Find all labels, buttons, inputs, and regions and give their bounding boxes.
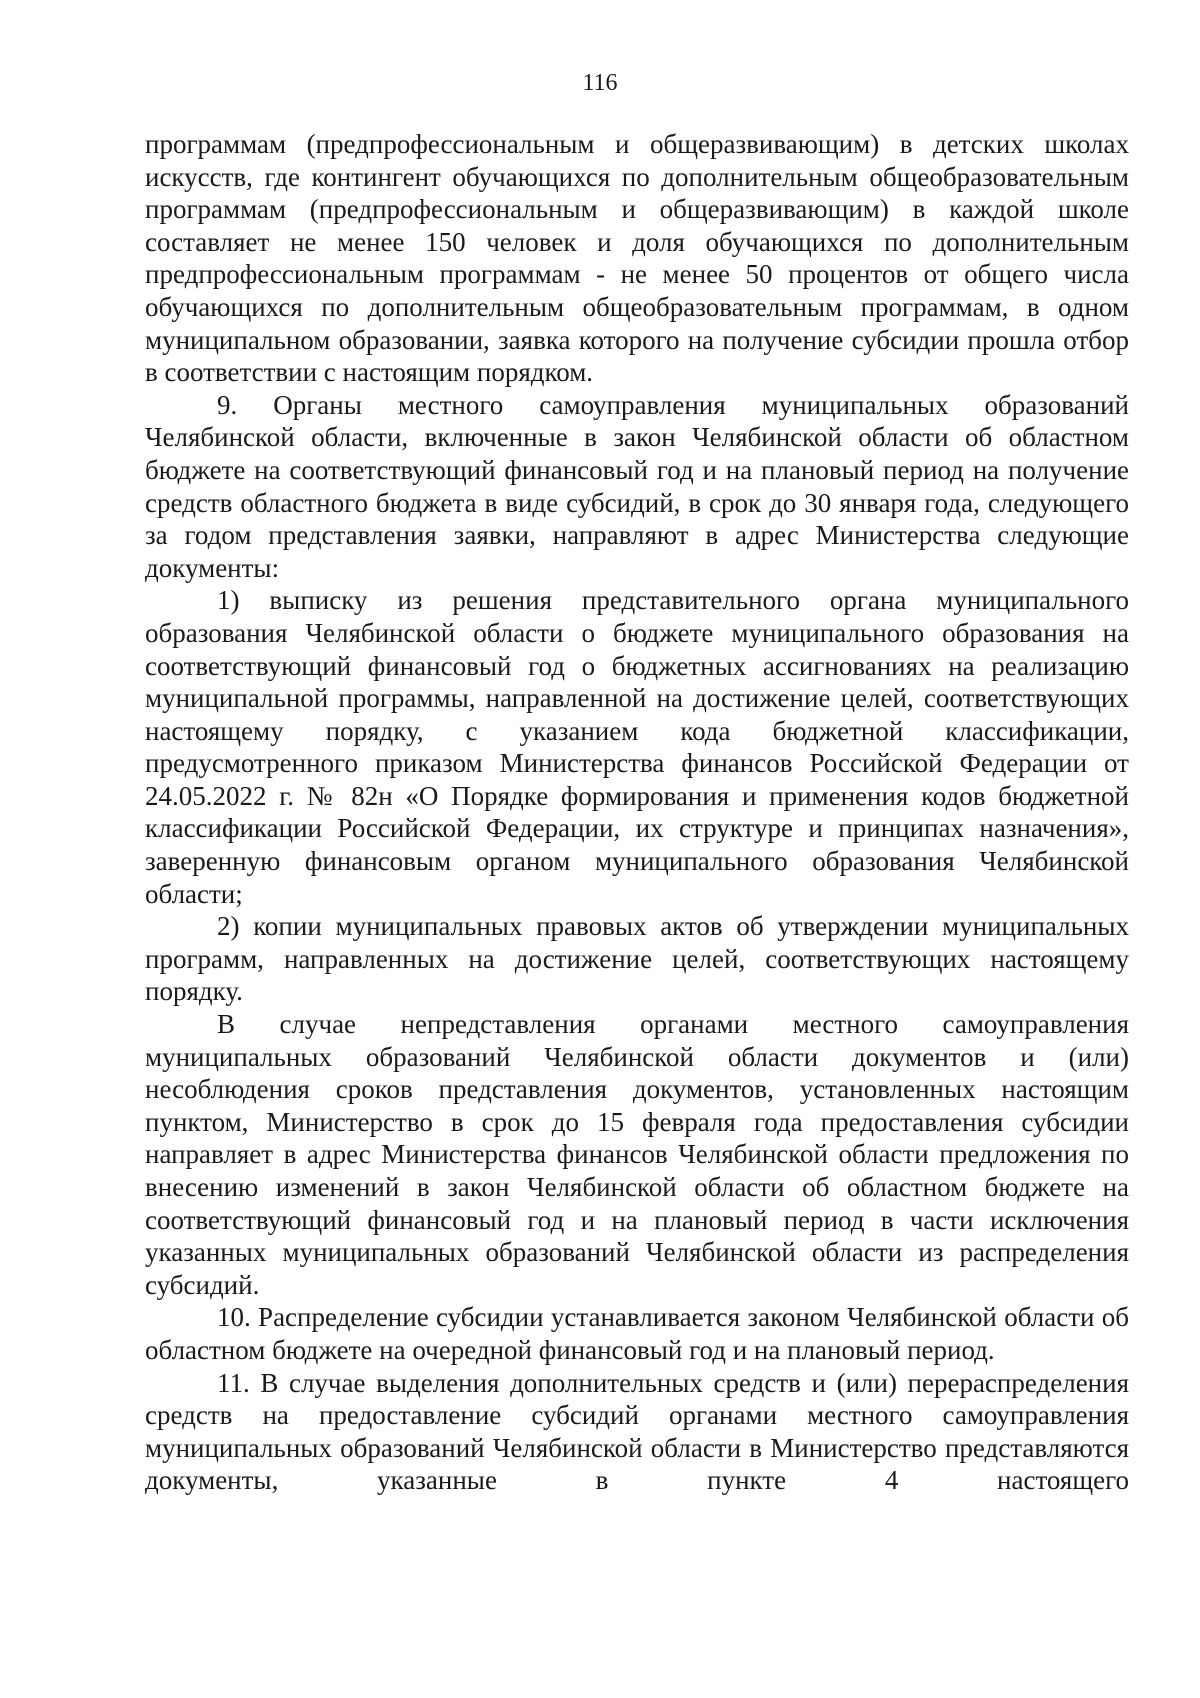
paragraph-subitem-1: 1) выписку из решения представительного органа муниципального образования Челябинской области о бюджете муниципального образования на соответствующий финансовый год о бюджетных ассигнованиях на реализацию муниципальной программы, направленной на достижение целей, соответствующих настоящему порядку, с указанием кода бюджетной классификации, предусмотренного приказом Министерства финансов Российской Федерации от 24.05.2022 г. № 82н «О Порядке формирования и применения кодов бюджетной классификации Российской Федерации, их структуре и принципах назначения», заверенную финансовым органом муниципального образования Челябинской области; — [145, 585, 1129, 909]
paragraph-item-10: 10. Распределение субсидии устанавливается законом Челябинской области об областном бюджете на очередной финансовый год и на плановый период. — [145, 1302, 1129, 1365]
paragraph-nonsubmission: В случае непредставления органами местного самоуправления муниципальных образований Челябинской области документов и (или) несоблюдения сроков представления документов, установленных настоящим пунктом, Министерство в срок до 15 февраля года предоставления субсидии направляет в адрес Министерства финансов Челябинской области предложения по внесению изменений в закон Челябинской области об областном бюджете на соответствующий финансовый год и на плановый период в части исключения указанных муниципальных образований Челябинской области из распределения субсидий. — [145, 1009, 1129, 1300]
paragraph-item-11: 11. В случае выделения дополнительных средств и (или) перераспределения средств на предоставление субсидий органами местного самоуправления муниципальных образований Челябинской области в Министерство представляются документы, указанные в пункте 4 настоящего — [145, 1367, 1129, 1496]
paragraph-continuation: программам (предпрофессиональным и общеразвивающим) в детских школах искусств, где контингент обучающихся по дополнительным общеобразовательным программам (предпрофессиональным и общеразвивающим) в каждой школе составляет не менее 150 человек и доля обучающихся по дополнительным предпрофессиональным программам - не менее 50 процентов от общего числа обучающихся по дополнительным общеобразовательным программам, в одном муниципальном образовании, заявка которого на получение субсидии прошла отбор в соответствии с настоящим порядком. — [145, 129, 1129, 388]
paragraph-item-9: 9. Органы местного самоуправления муниципальных образований Челябинской области, включенные в закон Челябинской области об областном бюджете на соответствующий финансовый год и на плановый период на получение средств областного бюджета в виде субсидий, в срок до 30 января года, следующего за годом представления заявки, направляют в адрес Министерства следующие документы: — [145, 389, 1129, 583]
document-body — [145, 128, 1129, 1497]
page-number: 116 — [582, 70, 618, 96]
paragraph-subitem-2: 2) копии муниципальных правовых актов об утверждении муниципальных программ, направленных на достижение целей, соответствующих настоящему порядку. — [145, 911, 1129, 1007]
